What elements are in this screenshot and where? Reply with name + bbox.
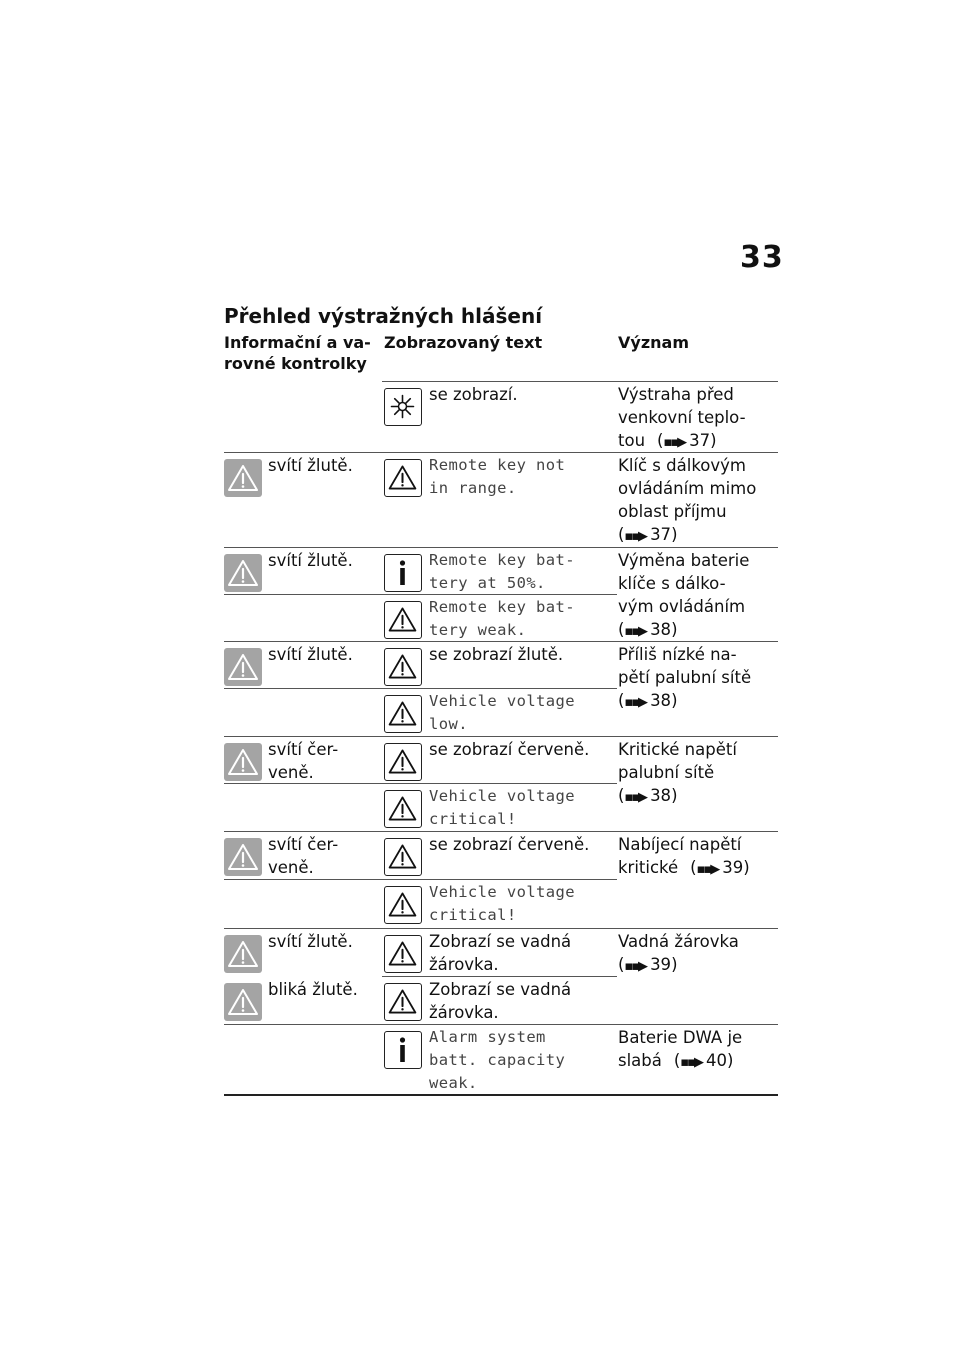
indicator-text-line: svítí žlutě. [268, 456, 353, 475]
meaning-line-text: slabá [618, 1051, 662, 1070]
indicator-text-line: svítí žlutě. [268, 932, 353, 951]
warning-triangle-icon [224, 459, 262, 497]
display-text-line: Zobrazí se vadná [429, 980, 572, 999]
meaning-line-text: Příliš nízké na- [618, 645, 737, 664]
meaning-line-text: palubní sítě [618, 763, 715, 782]
warning-triangle-icon [224, 983, 262, 1021]
meaning-line-text: Výstraha před [618, 385, 734, 404]
meaning-text-line [618, 500, 778, 523]
meaning-text [618, 549, 778, 643]
meaning-text-line [618, 666, 778, 689]
indicator-text-line: svítí žlutě. [268, 551, 353, 570]
meaning-text-line [618, 761, 778, 784]
meaning-text-line [618, 549, 778, 572]
indicator-text [268, 978, 368, 1001]
meaning-line-text: klíče s dálko- [618, 574, 726, 593]
meaning-text-line [618, 406, 778, 429]
warning-triangle-icon [224, 935, 262, 973]
meaning-ref-line [618, 953, 778, 978]
meaning-text [618, 383, 778, 454]
meaning-text [618, 643, 778, 714]
display-text [429, 454, 614, 500]
meaning-line-text: venkovní teplo- [618, 408, 746, 427]
page-reference-link[interactable]: (▪▪▶ 37) [618, 525, 678, 544]
display-text-line: Remote key not [429, 456, 566, 474]
meaning-ref-line [618, 618, 778, 643]
rule [382, 976, 617, 977]
display-text [429, 549, 614, 595]
warning-triangle-icon [224, 648, 262, 686]
warning-triangle-icon [224, 743, 262, 781]
arrow-right-icon: ▪▪▶ [624, 695, 647, 710]
page-reference-number: 39 [722, 858, 744, 877]
indicator-text-line: svítí čer- [268, 740, 339, 759]
page-reference-number: 39 [650, 955, 672, 974]
rule [224, 928, 778, 929]
meaning-line-text: kritické [618, 858, 679, 877]
meaning-line-text: ovládáním mimo [618, 479, 757, 498]
warning-triangle-icon [384, 648, 422, 686]
page-reference-link[interactable]: (▪▪▶ 38) [618, 691, 678, 710]
indicator-text [268, 930, 368, 953]
meaning-text-line [618, 454, 778, 477]
display-text [429, 1026, 614, 1095]
indicator-text [268, 549, 368, 572]
display-text [429, 833, 614, 856]
warning-triangle-icon [384, 838, 422, 876]
arrow-right-icon: ▪▪▶ [624, 790, 647, 805]
meaning-text-line [618, 477, 778, 500]
info-icon [384, 1031, 422, 1069]
page-reference-link[interactable]: (▪▪▶ 38) [618, 786, 678, 805]
meaning-line-text: Baterie DWA je [618, 1028, 743, 1047]
page-number: 33 [740, 240, 784, 275]
rule [224, 831, 778, 832]
section-title: Přehled výstražných hlášení [224, 304, 543, 328]
arrow-right-icon: ▪▪▶ [680, 1055, 702, 1070]
meaning-line-text: vým ovládáním [618, 597, 746, 616]
snowflake-icon [384, 388, 422, 426]
indicator-text [268, 643, 368, 666]
page-reference-link[interactable]: (▪▪▶ 39) [618, 955, 678, 974]
page-reference-number: 37 [689, 431, 711, 450]
display-text-line: weak. [429, 1074, 478, 1092]
display-text [429, 383, 614, 406]
arrow-right-icon: ▪▪▶ [696, 862, 719, 877]
header-display-text: Zobrazovaný text [384, 333, 543, 352]
meaning-text-line [618, 738, 778, 761]
meaning-text [618, 833, 778, 881]
meaning-ref-line [618, 784, 778, 809]
display-text-line: Alarm system [429, 1028, 546, 1046]
display-text [429, 690, 614, 736]
display-text-line: critical! [429, 810, 517, 828]
meaning-line-text: Klíč s dálkovým [618, 456, 746, 475]
display-text [429, 881, 614, 927]
rule [382, 381, 778, 382]
page-reference-number: 38 [650, 786, 672, 805]
warning-triangle-icon [384, 743, 422, 781]
display-text-line: tery at 50%. [429, 574, 546, 592]
indicator-text [268, 738, 368, 784]
indicator-text-line: veně. [268, 858, 314, 877]
meaning-text [618, 930, 778, 978]
rule [224, 736, 778, 737]
warning-triangle-icon [384, 790, 422, 828]
display-text [429, 596, 614, 642]
meaning-ref-line [618, 689, 778, 714]
meaning-text-line [618, 1026, 778, 1049]
warning-triangle-icon [384, 983, 422, 1021]
display-text-line: Remote key bat- [429, 551, 575, 569]
page-reference-number: 38 [650, 691, 672, 710]
warning-triangle-icon [384, 601, 422, 639]
page-reference-link[interactable]: (▪▪▶ 40) [674, 1051, 734, 1070]
info-icon [384, 554, 422, 592]
display-text-line: žárovka. [429, 1003, 499, 1022]
meaning-text [618, 738, 778, 809]
warning-triangle-icon [384, 695, 422, 733]
display-text [429, 738, 614, 761]
display-text [429, 643, 614, 666]
display-text-line: tery weak. [429, 621, 527, 639]
page-reference-link[interactable]: (▪▪▶ 39) [690, 858, 750, 877]
meaning-line-text: Nabíjecí napětí [618, 835, 742, 854]
arrow-right-icon: ▪▪▶ [624, 959, 647, 974]
indicator-text [268, 833, 368, 879]
meaning-line-text: Vadná žárovka [618, 932, 739, 951]
rule [224, 688, 617, 689]
display-text-line: batt. capacity [429, 1051, 566, 1069]
page-reference-number: 40 [705, 1051, 727, 1070]
page-reference-link[interactable]: (▪▪▶ 38) [618, 620, 678, 639]
display-text-line: žárovka. [429, 955, 499, 974]
meaning-text-line [618, 595, 778, 618]
arrow-right-icon: ▪▪▶ [663, 435, 686, 450]
meaning-text-line [618, 833, 778, 856]
meaning-text-line [618, 930, 778, 953]
meaning-line-text: Výměna baterie [618, 551, 750, 570]
display-text [429, 930, 614, 976]
warning-triangle-icon [384, 935, 422, 973]
meaning-text-line [618, 383, 778, 406]
indicator-text-line: veně. [268, 763, 314, 782]
display-text-line: Vehicle voltage [429, 692, 575, 710]
table-header [224, 332, 778, 380]
meaning-text [618, 1026, 778, 1074]
display-text-line: Vehicle voltage [429, 883, 575, 901]
display-text-line: se zobrazí žlutě. [429, 645, 564, 664]
display-text-line: Vehicle voltage [429, 787, 575, 805]
display-text-line: se zobrazí. [429, 385, 518, 404]
display-text [429, 978, 614, 1024]
arrow-right-icon: ▪▪▶ [624, 624, 647, 639]
meaning-text-line [618, 572, 778, 595]
warning-triangle-icon [384, 886, 422, 924]
meaning-line-text: oblast příjmu [618, 502, 727, 521]
warning-triangle-icon [224, 554, 262, 592]
display-text-line: critical! [429, 906, 517, 924]
indicator-text-line: bliká žlutě. [268, 980, 358, 999]
display-text-line: Zobrazí se vadná [429, 932, 572, 951]
display-text-line: Remote key bat- [429, 598, 575, 616]
display-text-line: in range. [429, 479, 517, 497]
page-reference-number: 37 [650, 525, 672, 544]
warning-triangle-icon [224, 838, 262, 876]
page-reference-number: 38 [650, 620, 672, 639]
display-text-line: se zobrazí červeně. [429, 835, 590, 854]
meaning-text [618, 454, 778, 548]
meaning-ref-line [618, 523, 778, 548]
indicator-text-line: svítí žlutě. [268, 645, 353, 664]
display-text-line: se zobrazí červeně. [429, 740, 590, 759]
display-text-line: low. [429, 715, 468, 733]
rule [224, 879, 617, 880]
header-indicators: Informační a va- rovné kontrolky [224, 333, 371, 373]
page-reference-link[interactable]: (▪▪▶ 37) [657, 431, 717, 450]
meaning-text-line [618, 643, 778, 666]
meaning-line-text: pětí palubní sítě [618, 668, 752, 687]
display-text [429, 785, 614, 831]
warning-triangle-icon [384, 459, 422, 497]
meaning-text-line [618, 429, 778, 454]
meaning-line-text: Kritické napětí [618, 740, 737, 759]
rule [224, 1024, 778, 1025]
arrow-right-icon: ▪▪▶ [624, 529, 647, 544]
indicator-text-line: svítí čer- [268, 835, 339, 854]
header-meaning: Význam [618, 333, 689, 352]
meaning-text-line [618, 856, 778, 881]
meaning-line-text: tou [618, 431, 646, 450]
meaning-text-line [618, 1049, 778, 1074]
indicator-text [268, 454, 368, 477]
